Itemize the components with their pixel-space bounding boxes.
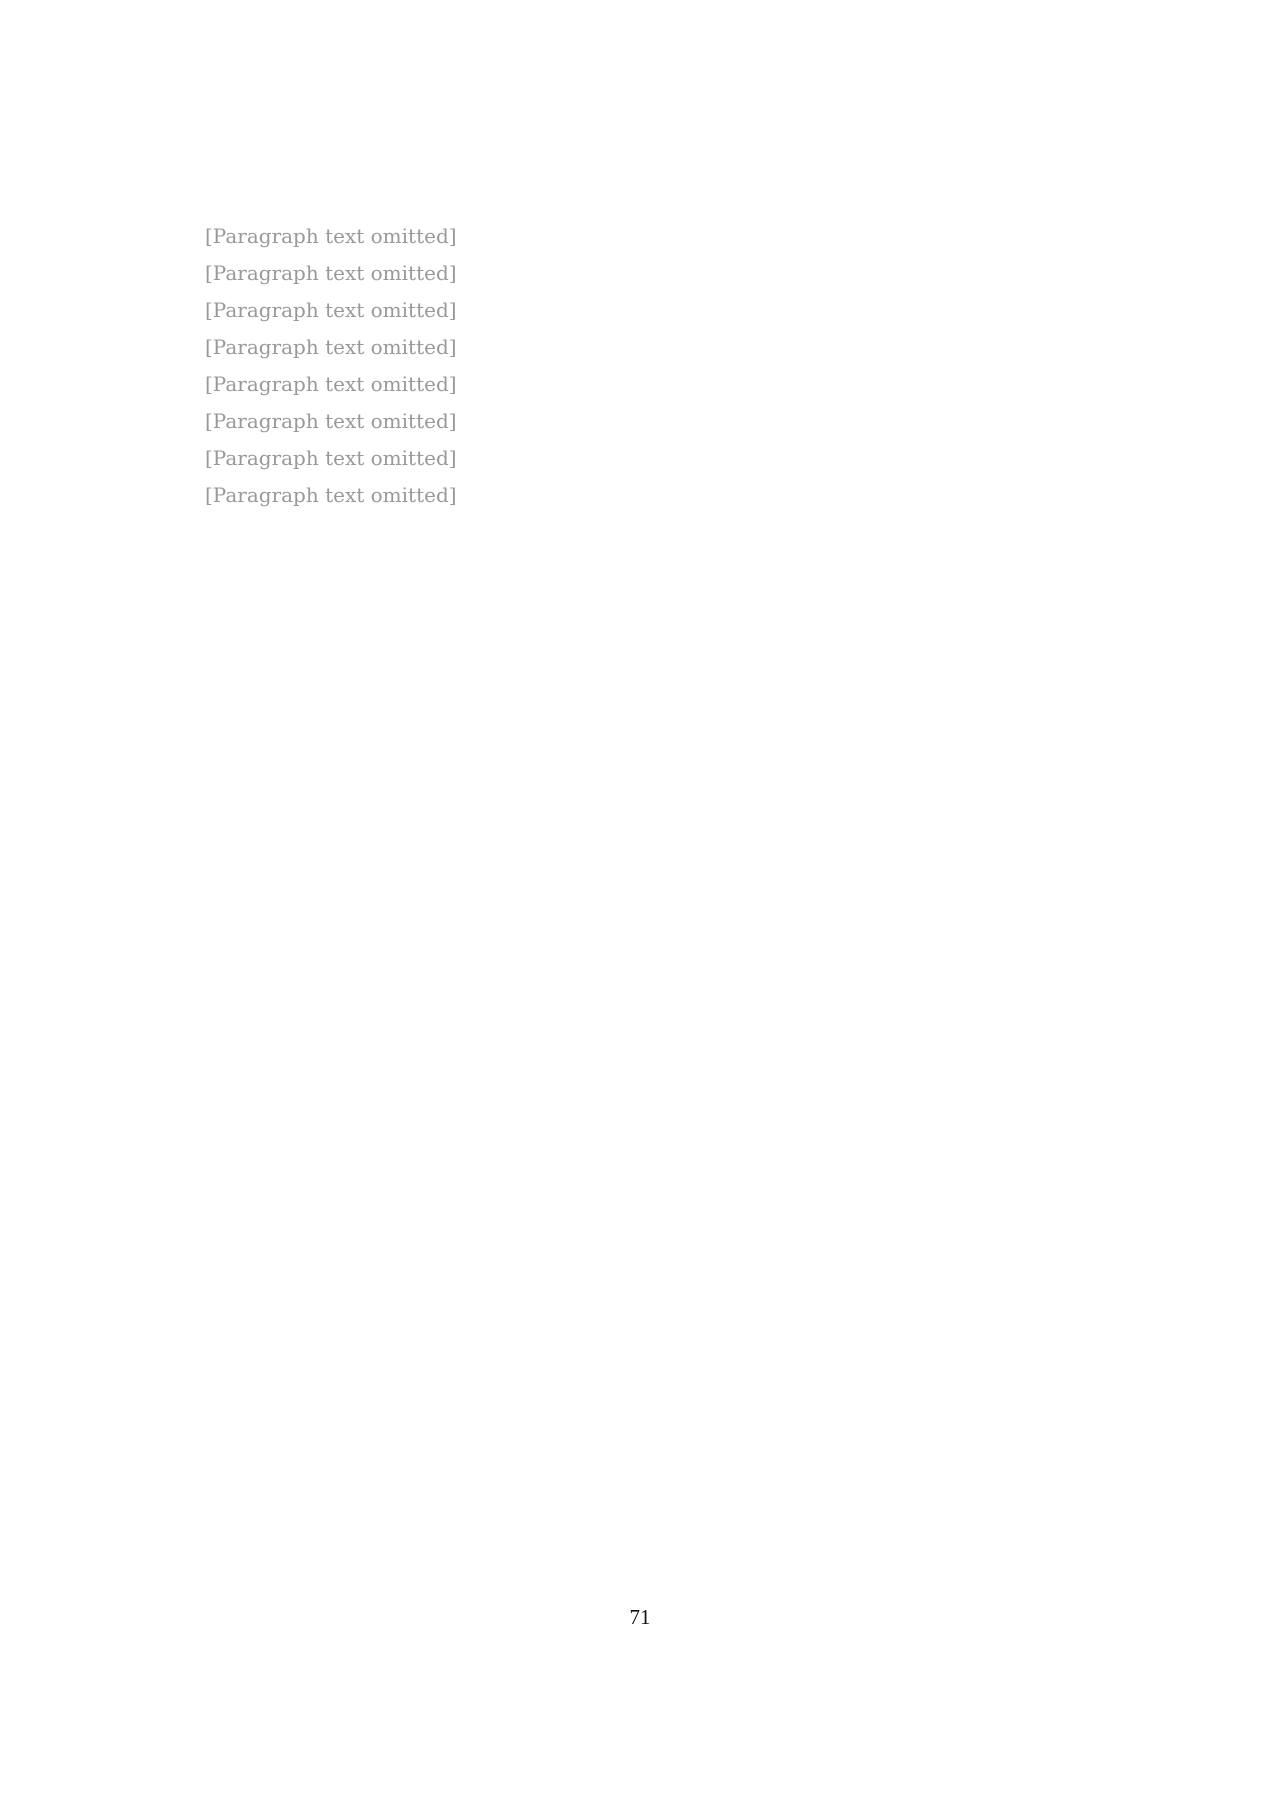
page-body [205,218,1105,514]
paragraph: [Paragraph text omitted] [205,224,457,248]
paragraph: [Paragraph text omitted] [205,372,457,396]
paragraph: [Paragraph text omitted] [205,409,457,433]
paragraph: [Paragraph text omitted] [205,335,457,359]
paragraph: [Paragraph text omitted] [205,483,457,507]
page-number: 71 [629,1605,651,1629]
paragraph: [Paragraph text omitted] [205,298,457,322]
paragraph: [Paragraph text omitted] [205,261,457,285]
paragraph: [Paragraph text omitted] [205,446,457,470]
